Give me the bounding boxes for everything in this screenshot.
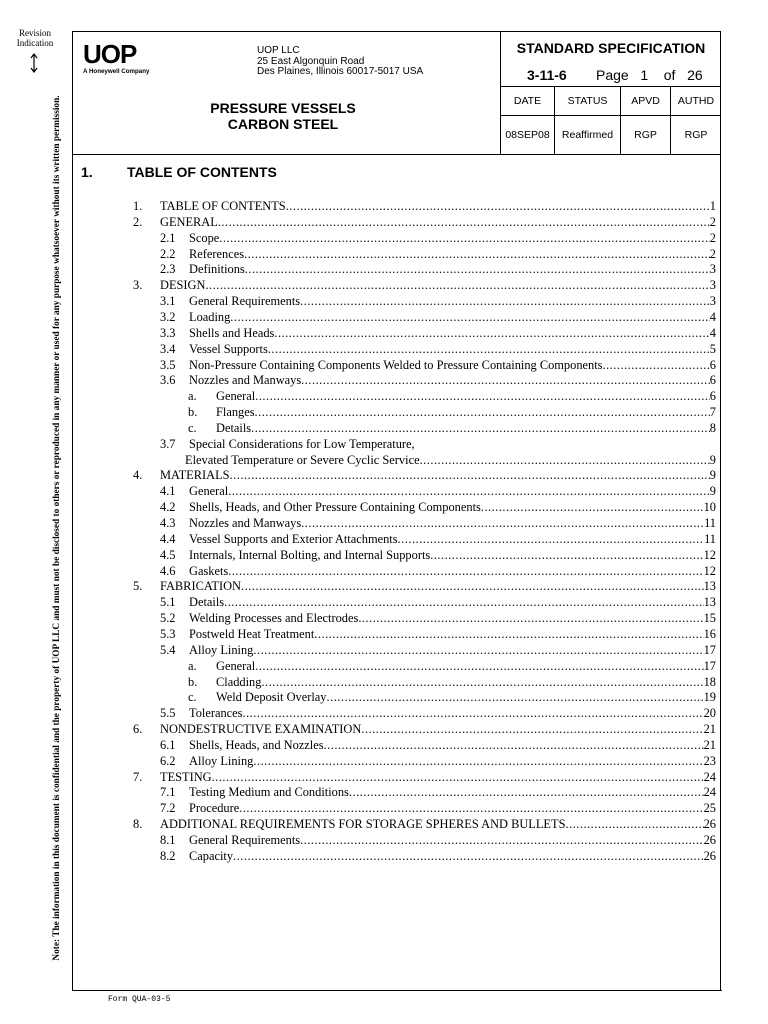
toc-leader-dots	[253, 642, 703, 658]
page-number: 1	[640, 67, 649, 83]
revision-indication-label	[14, 28, 56, 48]
toc-entry	[73, 563, 721, 579]
toc-leader-dots	[218, 214, 710, 230]
toc-entry	[73, 674, 721, 690]
toc-entry-number: 4.1	[160, 484, 176, 499]
toc-entry-title: Alloy Lining	[189, 642, 254, 657]
toc-page-number: 26	[703, 817, 716, 832]
toc-page-number: 1	[709, 199, 716, 213]
form-label: Form QUA-03-5	[108, 995, 171, 1004]
toc-entry-title: Shells and Heads	[189, 325, 275, 340]
toc-leader-dots	[481, 499, 704, 515]
authd-value: RGP	[670, 116, 721, 154]
toc-entry-title: Flanges	[216, 405, 255, 420]
toc-entry-number: b.	[188, 674, 198, 689]
toc-page-number: 25	[703, 801, 716, 816]
spec-number: 3-11-6	[527, 67, 567, 83]
toc-entry	[73, 452, 721, 468]
apvd-value: RGP	[620, 116, 670, 154]
toc-page-number: 26	[703, 848, 716, 863]
toc-entry	[73, 531, 721, 547]
authd-header: AUTHD	[670, 87, 721, 115]
toc-entry	[73, 658, 721, 674]
toc-entry	[73, 341, 721, 357]
toc-page-number: 13	[703, 579, 716, 594]
toc-leader-dots	[314, 626, 703, 642]
toc-entry	[73, 832, 721, 848]
toc-leader-dots	[212, 769, 704, 785]
document-frame	[72, 31, 721, 991]
title-line1: PRESSURE VESSELS	[210, 100, 356, 116]
toc-page-number: 5	[709, 341, 716, 356]
title-line2: CARBON STEEL	[227, 116, 339, 132]
toc-entry	[73, 483, 721, 499]
toc-entry-number: 7.1	[160, 785, 176, 800]
toc-entry-title: Welding Processes and Electrodes	[189, 611, 359, 626]
toc-leader-dots	[361, 721, 703, 737]
toc-entry-title: Capacity	[189, 848, 234, 863]
toc-entry-title: DESIGN	[160, 278, 206, 293]
toc-entry	[73, 515, 721, 531]
toc-leader-dots	[228, 563, 703, 579]
toc-page-number: 2	[709, 246, 716, 261]
toc-entry-number: 5.	[133, 579, 143, 594]
toc-entry	[73, 436, 721, 452]
toc-leader-dots	[244, 246, 710, 262]
toc-page-number: 21	[703, 722, 716, 737]
toc-page-number: 24	[703, 769, 716, 784]
toc-entry-number: 3.6	[160, 373, 176, 388]
toc-leader-dots	[300, 832, 703, 848]
toc-entry-number: 3.5	[160, 357, 176, 372]
toc-entry-title: General	[216, 658, 256, 673]
toc-entry-number: 3.1	[160, 294, 176, 309]
toc-entry	[73, 578, 721, 594]
toc-entry	[73, 309, 721, 325]
toc-entry-title: Nozzles and Manways	[189, 516, 302, 530]
toc-entry-number: 5.3	[160, 626, 176, 641]
toc-leader-dots	[241, 578, 704, 594]
toc-entry-title: MATERIALS	[160, 468, 230, 483]
toc-entry	[73, 277, 721, 293]
revision-label-line2: Indication	[16, 38, 54, 48]
toc-entry-number: 7.2	[160, 801, 176, 816]
page-total: 26	[687, 67, 703, 83]
toc-entry-number: 2.1	[160, 230, 176, 245]
toc-page-number: 4	[709, 309, 716, 324]
document-header	[73, 32, 720, 155]
address-line1: 25 East Algonquin Road	[257, 55, 365, 67]
toc-entry-number: 4.2	[160, 500, 176, 515]
toc-entry-number: 6.2	[160, 753, 176, 768]
toc-page-number: 3	[709, 294, 716, 309]
address-line2: Des Plaines, Illinois 60017-5017 USA	[257, 66, 424, 77]
toc-entry	[73, 293, 721, 309]
toc-page-number: 6	[709, 357, 716, 372]
toc-entry-title: Alloy Lining	[189, 753, 254, 768]
toc-page-number: 26	[703, 833, 716, 847]
toc-entry-title: GENERAL	[160, 214, 218, 229]
toc-entry-title: Internals, Internal Bolting, and Internal Supports	[189, 547, 431, 562]
toc-leader-dots	[255, 404, 710, 420]
company-name: UOP LLC	[257, 45, 300, 56]
toc-entry	[73, 420, 721, 436]
toc-entry-number: 5.2	[160, 611, 176, 626]
toc-entry-number: 2.3	[160, 262, 176, 277]
toc-leader-dots	[251, 420, 710, 436]
toc-entry-title: Non-Pressure Containing Components Welded to Pressure Containing Components	[189, 357, 603, 372]
toc-page-number: 15	[703, 611, 716, 626]
toc-page-number: 10	[703, 500, 716, 515]
page-indicator	[596, 67, 703, 83]
company-address	[257, 46, 423, 78]
toc-entry-number: 3.4	[160, 341, 176, 356]
toc-entry	[73, 499, 721, 515]
toc-leader-dots	[286, 198, 710, 214]
toc-entry-title: Cladding	[216, 674, 262, 689]
toc-entry-number: 4.	[133, 468, 143, 483]
status-value: Reaffirmed	[554, 116, 620, 154]
toc-entry	[73, 198, 721, 214]
toc-entry-title: Elevated Temperature or Severe Cyclic Service	[185, 452, 420, 467]
toc-entry	[73, 230, 721, 246]
toc-entry	[73, 737, 721, 753]
toc-entry-number: 3.7	[160, 436, 176, 451]
toc-entry-title: Gaskets	[189, 563, 229, 578]
spec-info-box	[500, 32, 721, 154]
status-header: STATUS	[554, 87, 620, 115]
toc-entry-number: 1.	[133, 199, 143, 213]
toc-entry-title: NONDESTRUCTIVE EXAMINATION	[160, 722, 362, 737]
toc-page-number: 11	[704, 531, 716, 546]
uop-logo	[83, 39, 150, 75]
toc-page-number: 23	[703, 753, 716, 768]
toc-leader-dots	[358, 610, 703, 626]
toc-leader-dots	[205, 277, 709, 293]
date-value: 08SEP08	[505, 129, 550, 141]
toc-leader-dots	[255, 388, 710, 404]
toc-page-number: 9	[709, 452, 716, 467]
toc-entry-number: 8.1	[160, 833, 176, 847]
toc-entry-title: TABLE OF CONTENTS	[160, 199, 286, 213]
toc-leader-dots	[224, 594, 704, 610]
toc-leader-dots	[228, 483, 710, 499]
toc-entry	[73, 816, 721, 832]
toc-entry-title: Shells, Heads, and Other Pressure Containing Components	[189, 500, 481, 515]
toc-entry	[73, 357, 721, 373]
toc-entry	[73, 721, 721, 737]
toc-entry-number: 4.6	[160, 563, 176, 578]
toc-leader-dots	[398, 531, 705, 547]
toc-leader-dots	[268, 341, 710, 357]
section-title: TABLE OF CONTENTS	[127, 164, 277, 180]
toc-entry-title: FABRICATION	[160, 579, 242, 594]
toc-entry-title: TESTING	[160, 769, 212, 784]
toc-entry-title: Details	[189, 595, 225, 610]
toc-entry-number: 8.2	[160, 848, 176, 863]
toc-entry-number: c.	[188, 690, 197, 705]
toc-entry	[73, 325, 721, 341]
confidentiality-note: Note: The information in this document is confidential and the property of UOP LLC and must not be disclosed to others or reproduced in any manner or used for any purpose whatsoever without its written permission.	[52, 95, 62, 961]
toc-entry-title: Details	[216, 420, 252, 435]
toc-entry-number: 4.5	[160, 547, 176, 562]
toc-entry	[73, 848, 721, 864]
toc-leader-dots	[233, 848, 704, 864]
toc-page-number: 3	[709, 278, 716, 293]
toc-page-number: 6	[709, 389, 716, 404]
apvd-header: APVD	[620, 87, 670, 115]
toc-entry-number: 3.2	[160, 309, 176, 324]
toc-page-number: 17	[703, 658, 716, 673]
toc-leader-dots	[239, 800, 703, 816]
toc-page-number: 9	[709, 468, 716, 483]
toc-page-number: 19	[703, 690, 716, 705]
toc-entry	[73, 784, 721, 800]
toc-entry	[73, 594, 721, 610]
toc-entry-title: Definitions	[189, 262, 245, 277]
toc-leader-dots	[255, 658, 703, 674]
toc-entry	[73, 388, 721, 404]
toc-leader-dots	[420, 452, 710, 468]
toc-leader-dots	[261, 674, 703, 690]
toc-entry-number: 5.1	[160, 595, 176, 610]
toc-entry	[73, 261, 721, 277]
page-label: Page	[596, 67, 629, 83]
toc-entry-title: General	[216, 389, 256, 404]
toc-entry	[73, 214, 721, 230]
toc-leader-dots	[327, 689, 704, 705]
toc-page-number: 7	[709, 405, 716, 420]
toc-leader-dots	[565, 816, 703, 832]
toc-leader-dots	[301, 372, 710, 388]
toc-leader-dots	[324, 737, 704, 753]
toc-page-number: 12	[703, 547, 716, 562]
toc-page-number: 8	[709, 420, 716, 435]
logo-subtitle: A Honeywell Company	[83, 68, 150, 75]
toc-entry-number: 2.2	[160, 246, 176, 261]
toc-leader-dots	[230, 467, 710, 483]
toc-page-number: 24	[703, 785, 716, 800]
toc-entry-title: General	[189, 484, 229, 499]
toc-leader-dots	[245, 261, 710, 277]
toc-entry-number: 4.3	[160, 516, 176, 530]
toc-leader-dots	[230, 309, 710, 325]
toc-page-number: 2	[709, 230, 716, 245]
toc-entry-title: Postweld Heat Treatment	[189, 626, 315, 641]
toc-leader-dots	[349, 784, 704, 800]
toc-entry-title: Procedure	[189, 801, 240, 816]
toc-page-number: 16	[703, 626, 716, 641]
toc-entry-title: Weld Deposit Overlay	[216, 690, 327, 705]
toc-page-number: 3	[709, 262, 716, 277]
toc-entry	[73, 372, 721, 388]
toc-entry-number: 5.5	[160, 706, 176, 721]
toc-entry-number: 8.	[133, 817, 143, 832]
toc-entry-number: c.	[188, 420, 197, 435]
double-arrow-icon	[29, 52, 39, 74]
toc-page-number: 13	[703, 595, 716, 610]
toc-leader-dots	[301, 515, 704, 531]
toc-entry-title: Shells, Heads, and Nozzles	[189, 737, 324, 752]
toc-entry-title: Tolerances	[189, 706, 243, 721]
frame-bottom-rule	[72, 990, 722, 991]
toc-page-number: 17	[703, 642, 716, 657]
toc-leader-dots	[300, 293, 710, 309]
section-number: 1.	[81, 164, 93, 180]
toc-entry	[73, 547, 721, 563]
toc-entry	[73, 610, 721, 626]
toc-page-number: 12	[703, 563, 716, 578]
toc-leader-dots	[430, 547, 703, 563]
of-label: of	[663, 67, 676, 83]
toc-page-number: 9	[709, 484, 716, 499]
toc-entry-number: a.	[188, 389, 197, 404]
toc-leader-dots	[602, 357, 709, 373]
toc-entry-number: b.	[188, 405, 198, 420]
toc-leader-dots	[242, 705, 703, 721]
toc-entry-title: General Requirements	[189, 833, 301, 847]
toc-leader-dots	[253, 753, 703, 769]
toc-entry-title: References	[189, 246, 245, 261]
toc-entry-title: Special Considerations for Low Temperature,	[189, 436, 415, 451]
toc-entry	[73, 753, 721, 769]
toc-entry-title: Nozzles and Manways	[189, 373, 302, 388]
toc-leader-dots	[274, 325, 709, 341]
toc-entry-title: Loading	[189, 309, 231, 324]
toc-entry	[73, 404, 721, 420]
toc-entry	[73, 642, 721, 658]
toc-leader-dots	[219, 230, 710, 246]
toc-entry-number: 6.	[133, 722, 143, 737]
toc-entry	[73, 705, 721, 721]
toc-page-number: 11	[704, 516, 716, 530]
toc-entry-number: 3.	[133, 278, 143, 293]
toc-entry	[73, 467, 721, 483]
logo-wordmark: UOP	[83, 39, 137, 69]
toc-entry-number: 2.	[133, 214, 143, 229]
toc-entry-number: 5.4	[160, 642, 176, 657]
toc-page-number: 21	[703, 737, 716, 752]
section-heading	[81, 164, 277, 180]
toc-entry-number: a.	[188, 658, 197, 673]
toc-entry-number: 3.3	[160, 325, 176, 340]
toc-page-number: 4	[709, 325, 716, 340]
toc-entry	[73, 689, 721, 705]
toc-entry	[73, 246, 721, 262]
spec-title: STANDARD SPECIFICATION	[516, 40, 706, 56]
toc-entry-title: ADDITIONAL REQUIREMENTS FOR STORAGE SPHERES AND BULLETS	[160, 817, 566, 832]
toc-entry-title: General Requirements	[189, 294, 301, 309]
toc-page-number: 20	[703, 706, 716, 721]
toc-entry-title: Vessel Supports	[189, 341, 268, 356]
toc-page-number: 18	[703, 674, 716, 689]
toc-entry	[73, 769, 721, 785]
date-header: DATE	[513, 95, 542, 107]
toc-entry-title: Vessel Supports and Exterior Attachments	[189, 531, 398, 546]
toc-entry-number: 4.4	[160, 531, 176, 546]
toc-entry	[73, 626, 721, 642]
toc-entry-title: Scope	[189, 230, 220, 245]
revision-label-line1: Revision	[18, 28, 51, 38]
document-title	[153, 100, 413, 132]
toc-page-number: 2	[709, 214, 716, 229]
toc-entry-title: Testing Medium and Conditions	[189, 785, 349, 800]
toc-page-number: 6	[709, 373, 716, 388]
toc-entry-number: 7.	[133, 769, 143, 784]
toc-entry	[73, 800, 721, 816]
toc-entry-number: 6.1	[160, 737, 176, 752]
